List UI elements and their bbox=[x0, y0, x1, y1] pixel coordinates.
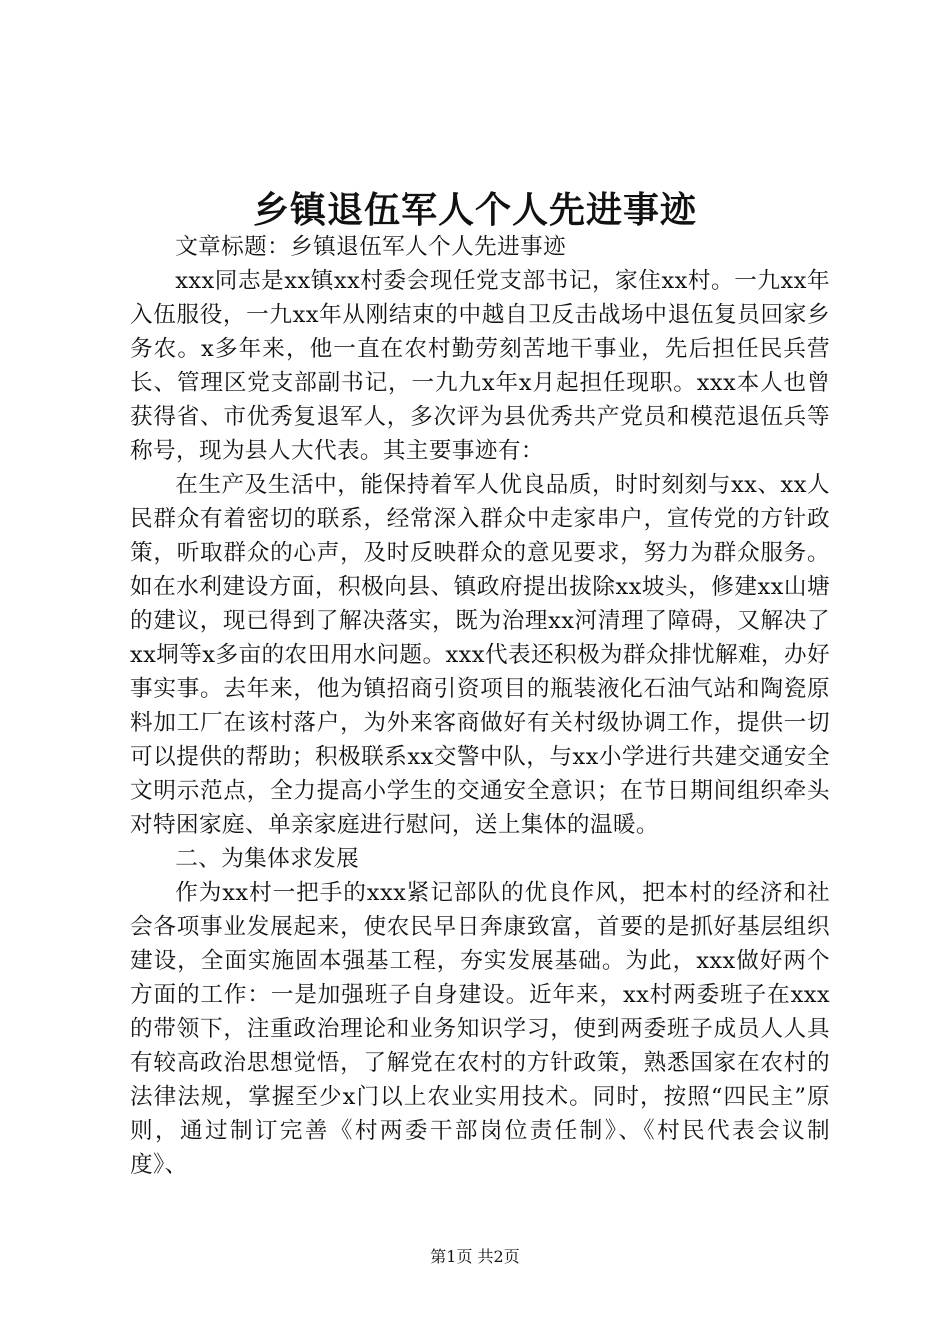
document-title: 乡镇退伍军人个人先进事迹 bbox=[252, 189, 697, 231]
section-heading: 二、为集体求发展 bbox=[175, 846, 360, 872]
paragraph-service: 在生产及生活中，能保持着军人优良品质，时时刻刻与xx、xx人民群众有着密切的联系，经常深入群众中走家串户，宣传党的方针政策，听取群众的心声，及时反映群众的意见要求，努力为群众服务。如在水利建设方面，积极向县、镇政府提出拔除xx坡头，修建xx山塘的建议，现已得到了解决落实，既为治理xx河清理了障碍，又解决了xx垌等x多亩的农田用水问题。xxx代表还积极为群众排忧解难，办好事实事。去年来，他为镇招商引资项目的瓶装液化石油气站和陶瓷原料加工厂在该村落户，为外来客商做好有关村级协调工作，提供一切可以提供的帮助；积极联系xx交警中队，与xx小学进行共建交通安全文明示范点，全力提高小学生的交通安全意识；在节日期间组织牵头对特困家庭、单亲家庭进行慰问，送上集体的温暖。 bbox=[130, 472, 830, 838]
paragraph-intro: xxx同志是xx镇xx村委会现任党支部书记，家住xx村。一九xx年入伍服役，一九xx年从刚结束的中越自卫反击战场中退伍复员回家乡务农。x多年来，他一直在农村勤劳刻苦地干事业，先后担任民兵营长、管理区党支部副书记，一九九x年x月起担任现职。xxx本人也曾获得省、市优秀复退军人，多次评为县优秀共产党员和模范退伍兵等称号，现为县人大代表。其主要事迹有： bbox=[130, 268, 830, 464]
page-number-footer: 第1页 共2页 bbox=[430, 1247, 520, 1266]
paragraph-development: 作为xx村一把手的xxx紧记部队的优良作风，把本村的经济和社会各项事业发展起来，使农民早日奔康致富，首要的是抓好基层组织建设，全面实施固本强基工程，夯实发展基础。为此，xxx做好两个方面的工作：一是加强班子自身建设。近年来，xx村两委班子在xxx的带领下，注重政治理论和业务知识学习，使到两委班子成员人人具有较高政治思想觉悟，了解党在农村的方针政策，熟悉国家在农村的法律法规，掌握至少x门以上农业实用技术。同时，按照“四民主”原则，通过制订完善《村两委干部岗位责任制》、《村民代表会议制度》、 bbox=[130, 880, 830, 1178]
document-body bbox=[130, 230, 830, 1182]
article-title-line: 文章标题：乡镇退伍军人个人先进事迹 bbox=[175, 234, 567, 260]
